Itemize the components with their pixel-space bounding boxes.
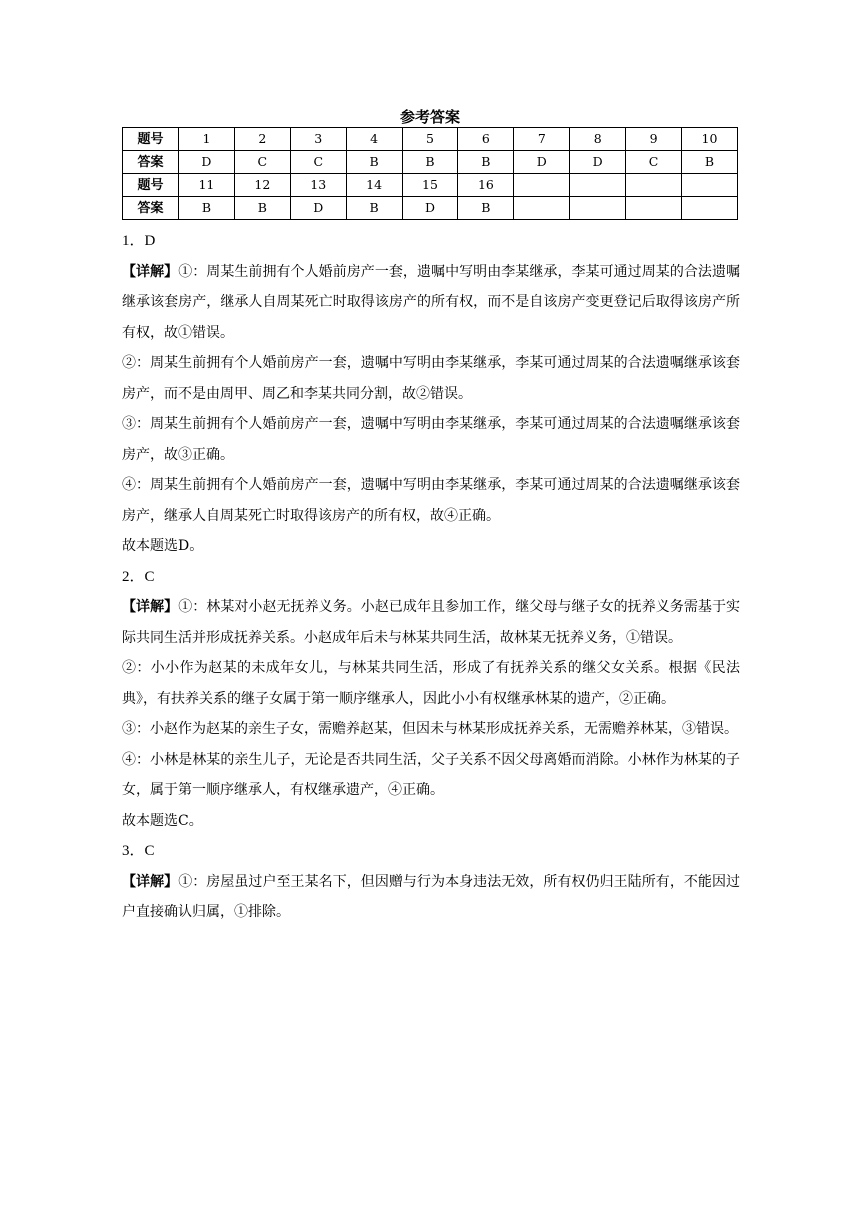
table-cell: 5 [402, 128, 458, 151]
table-cell [626, 174, 682, 197]
table-cell: 10 [682, 128, 738, 151]
explanation-paragraph: ②：小小作为赵某的未成年女儿，与林某共同生活，形成了有抚养关系的继父女关系。根据《民法典》，有扶养关系的继子女属于第一顺序继承人，因此小小有权继承林某的遗产，②正确。 [122, 660, 740, 707]
table-cell: D [514, 151, 570, 174]
detail-tag: 【详解】 [122, 263, 179, 280]
conclusion-line: 故本题选C。 [122, 812, 203, 829]
table-cell: B [346, 151, 402, 174]
detail-tag: 【详解】 [122, 599, 179, 615]
table-cell: 3 [290, 128, 346, 151]
table-cell: D [290, 197, 346, 220]
table-cell: 8 [570, 128, 626, 151]
table-cell: 14 [346, 174, 402, 197]
explanation-paragraph: ③：周某生前拥有个人婚前房产一套，遗嘱中写明由李某继承，李某可通过周某的合法遗嘱继承该套房产，故③正确。 [122, 416, 740, 463]
explanation-paragraph: ③：小赵作为赵某的亲生子女，需赡养赵某，但因未与林某形成抚养关系，无需赡养林某，③错误。 [122, 721, 738, 737]
conclusion-line: 故本题选D。 [122, 538, 204, 554]
row-header: 题号 [123, 128, 179, 151]
explanation-paragraph: ④：周某生前拥有个人婚前房产一套，遗嘱中写明由李某继承，李某可通过周某的合法遗嘱继承该套房产，继承人自周某死亡时取得该房产的所有权，故④正确。 [122, 477, 740, 524]
table-row [123, 174, 738, 197]
table-cell: D [402, 197, 458, 220]
question-heading: 3．C [122, 843, 155, 859]
table-cell: 7 [514, 128, 570, 151]
table-cell [626, 197, 682, 220]
table-cell: B [346, 197, 402, 220]
explanation-paragraph [122, 257, 740, 349]
question-heading: 2．C [122, 568, 155, 585]
explanation-paragraph: ④：小林是林某的亲生儿子，无论是否共同生活，父子关系不因父母离婚而消除。小林作为林某的子女，属于第一顺序继承人，有权继承遗产，④正确。 [122, 751, 740, 798]
page-title: 参考答案 [399, 108, 460, 126]
detail-tag: 【详解】 [122, 873, 179, 890]
table-cell: B [458, 151, 514, 174]
explanation-paragraph: ②：周某生前拥有个人婚前房产一套，遗嘱中写明由李某继承，李某可通过周某的合法遗嘱继承该套房产，而不是由周甲、周乙和李某共同分割，故②错误。 [122, 355, 740, 402]
table-row [123, 128, 738, 151]
table-cell: 9 [626, 128, 682, 151]
table-cell: D [179, 151, 235, 174]
table-cell [514, 197, 570, 220]
answer-table [122, 127, 738, 220]
row-header: 答案 [123, 197, 179, 220]
question-heading: 1．D [122, 233, 156, 249]
row-header: 答案 [123, 151, 179, 174]
table-cell: 15 [402, 174, 458, 197]
explanation-paragraph [122, 592, 740, 653]
table-cell: 2 [234, 128, 290, 151]
table-cell [682, 197, 738, 220]
table-cell: B [234, 197, 290, 220]
explanation-paragraph [122, 867, 740, 928]
table-row [123, 197, 738, 220]
table-cell: 13 [290, 174, 346, 197]
table-cell: 1 [179, 128, 235, 151]
table-cell: B [458, 197, 514, 220]
explanation-text: ①：林某对小赵无抚养义务。小赵已成年且参加工作，继父母与继子女的抚养义务需基于实际共同生活并形成抚养关系。小赵成年后未与林某共同生活，故林某无抚养义务，①错误。 [122, 599, 740, 646]
table-cell [570, 197, 626, 220]
answer-explanations [122, 226, 740, 928]
row-header: 题号 [123, 174, 179, 197]
table-cell: C [234, 151, 290, 174]
table-row [123, 151, 738, 174]
table-cell: D [570, 151, 626, 174]
table-cell: 4 [346, 128, 402, 151]
table-cell: 12 [234, 174, 290, 197]
table-cell [514, 174, 570, 197]
table-cell: C [626, 151, 682, 174]
explanation-text: ①：周某生前拥有个人婚前房产一套，遗嘱中写明由李某继承，李某可通过周某的合法遗嘱继承该套房产，继承人自周某死亡时取得该房产的所有权，而不是自该房产变更登记后取得该房产所有权，故①错误。 [122, 263, 740, 341]
table-cell: 6 [458, 128, 514, 151]
table-cell: 16 [458, 174, 514, 197]
table-cell: B [682, 151, 738, 174]
table-cell: 11 [179, 174, 235, 197]
table-cell: B [179, 197, 235, 220]
table-cell [682, 174, 738, 197]
table-cell [570, 174, 626, 197]
table-cell: B [402, 151, 458, 174]
table-cell: C [290, 151, 346, 174]
explanation-text: ①：房屋虽过户至王某名下，但因赠与行为本身违法无效，所有权仍归王陆所有，不能因过户直接确认归属，①排除。 [122, 873, 740, 920]
